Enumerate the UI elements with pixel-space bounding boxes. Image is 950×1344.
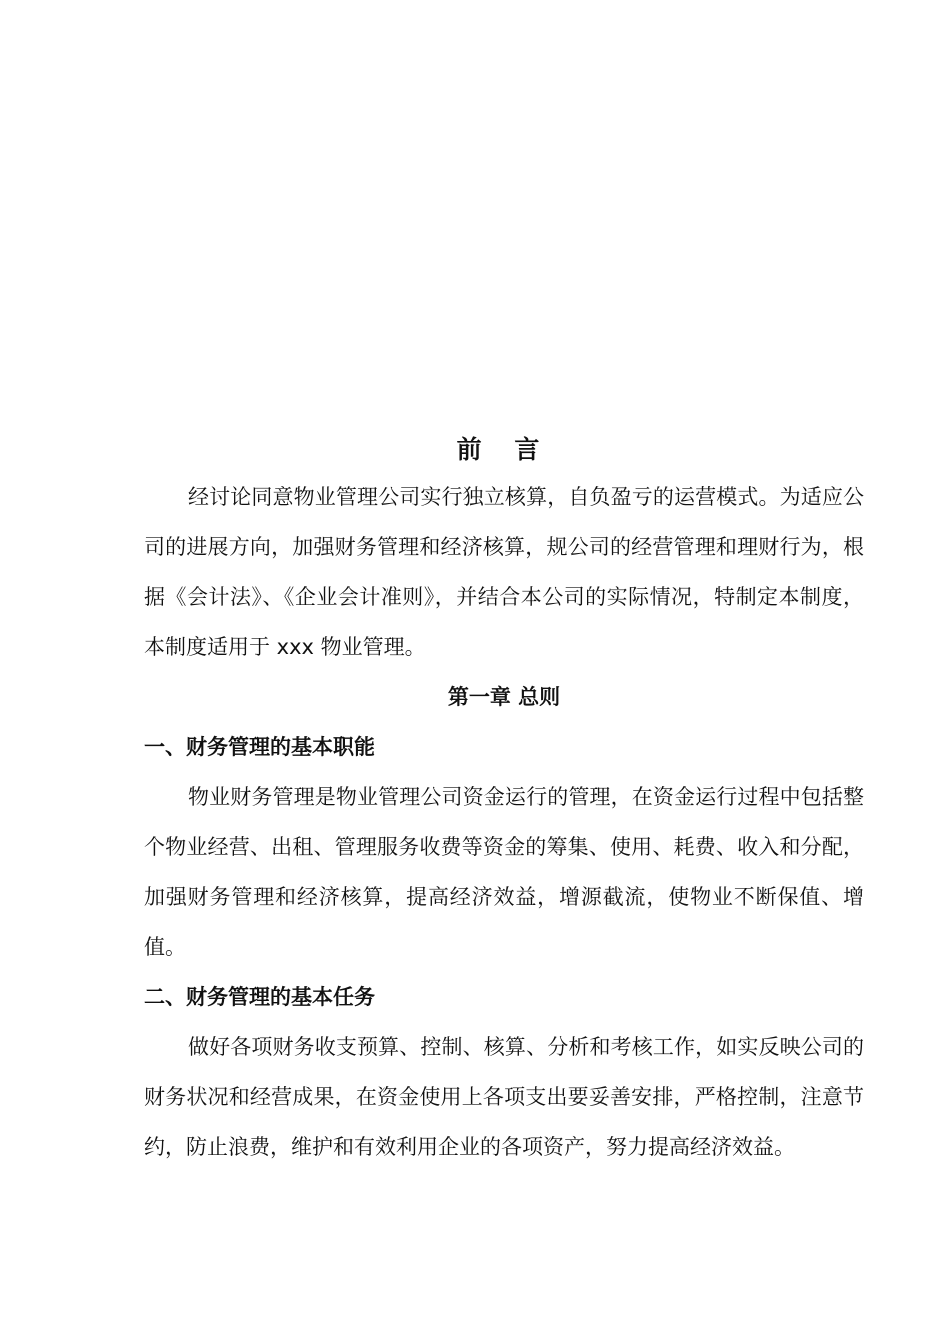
document-body [144,428,864,1172]
section-2-heading: 二、财务管理的基本任务 [144,985,375,1009]
section-1-heading: 一、财务管理的基本职能 [144,735,375,759]
section-1-paragraph: 物业财务管理是物业管理公司资金运行的管理，在资金运行过程中包括整个物业经营、出租、管理服务收费等资金的筹集、使用、耗费、收入和分配，加强财务管理和经济核算，提高经济效益，增源截流，使物业不断保值、增值。 [144,785,864,959]
section-2-paragraph: 做好各项财务收支预算、控制、核算、分析和考核工作，如实反映公司的财务状况和经营成果，在资金使用上各项支出要妥善安排，严格控制，注意节约，防止浪费，维护和有效利用企业的各项资产，努力提高经济效益。 [144,1035,864,1159]
preface-title: 前 言 [456,435,552,464]
preface-paragraph: 经讨论同意物业管理公司实行独立核算，自负盈亏的运营模式。为适应公司的进展方向，加强财务管理和经济核算，规公司的经营管理和理财行为，根据《会计法》、《企业会计准则》，并结合本公司的实际情况，特制定本制度，本制度适用于 xxx 物业管理。 [144,485,864,659]
chapter-1-title: 第一章 总则 [447,685,561,709]
